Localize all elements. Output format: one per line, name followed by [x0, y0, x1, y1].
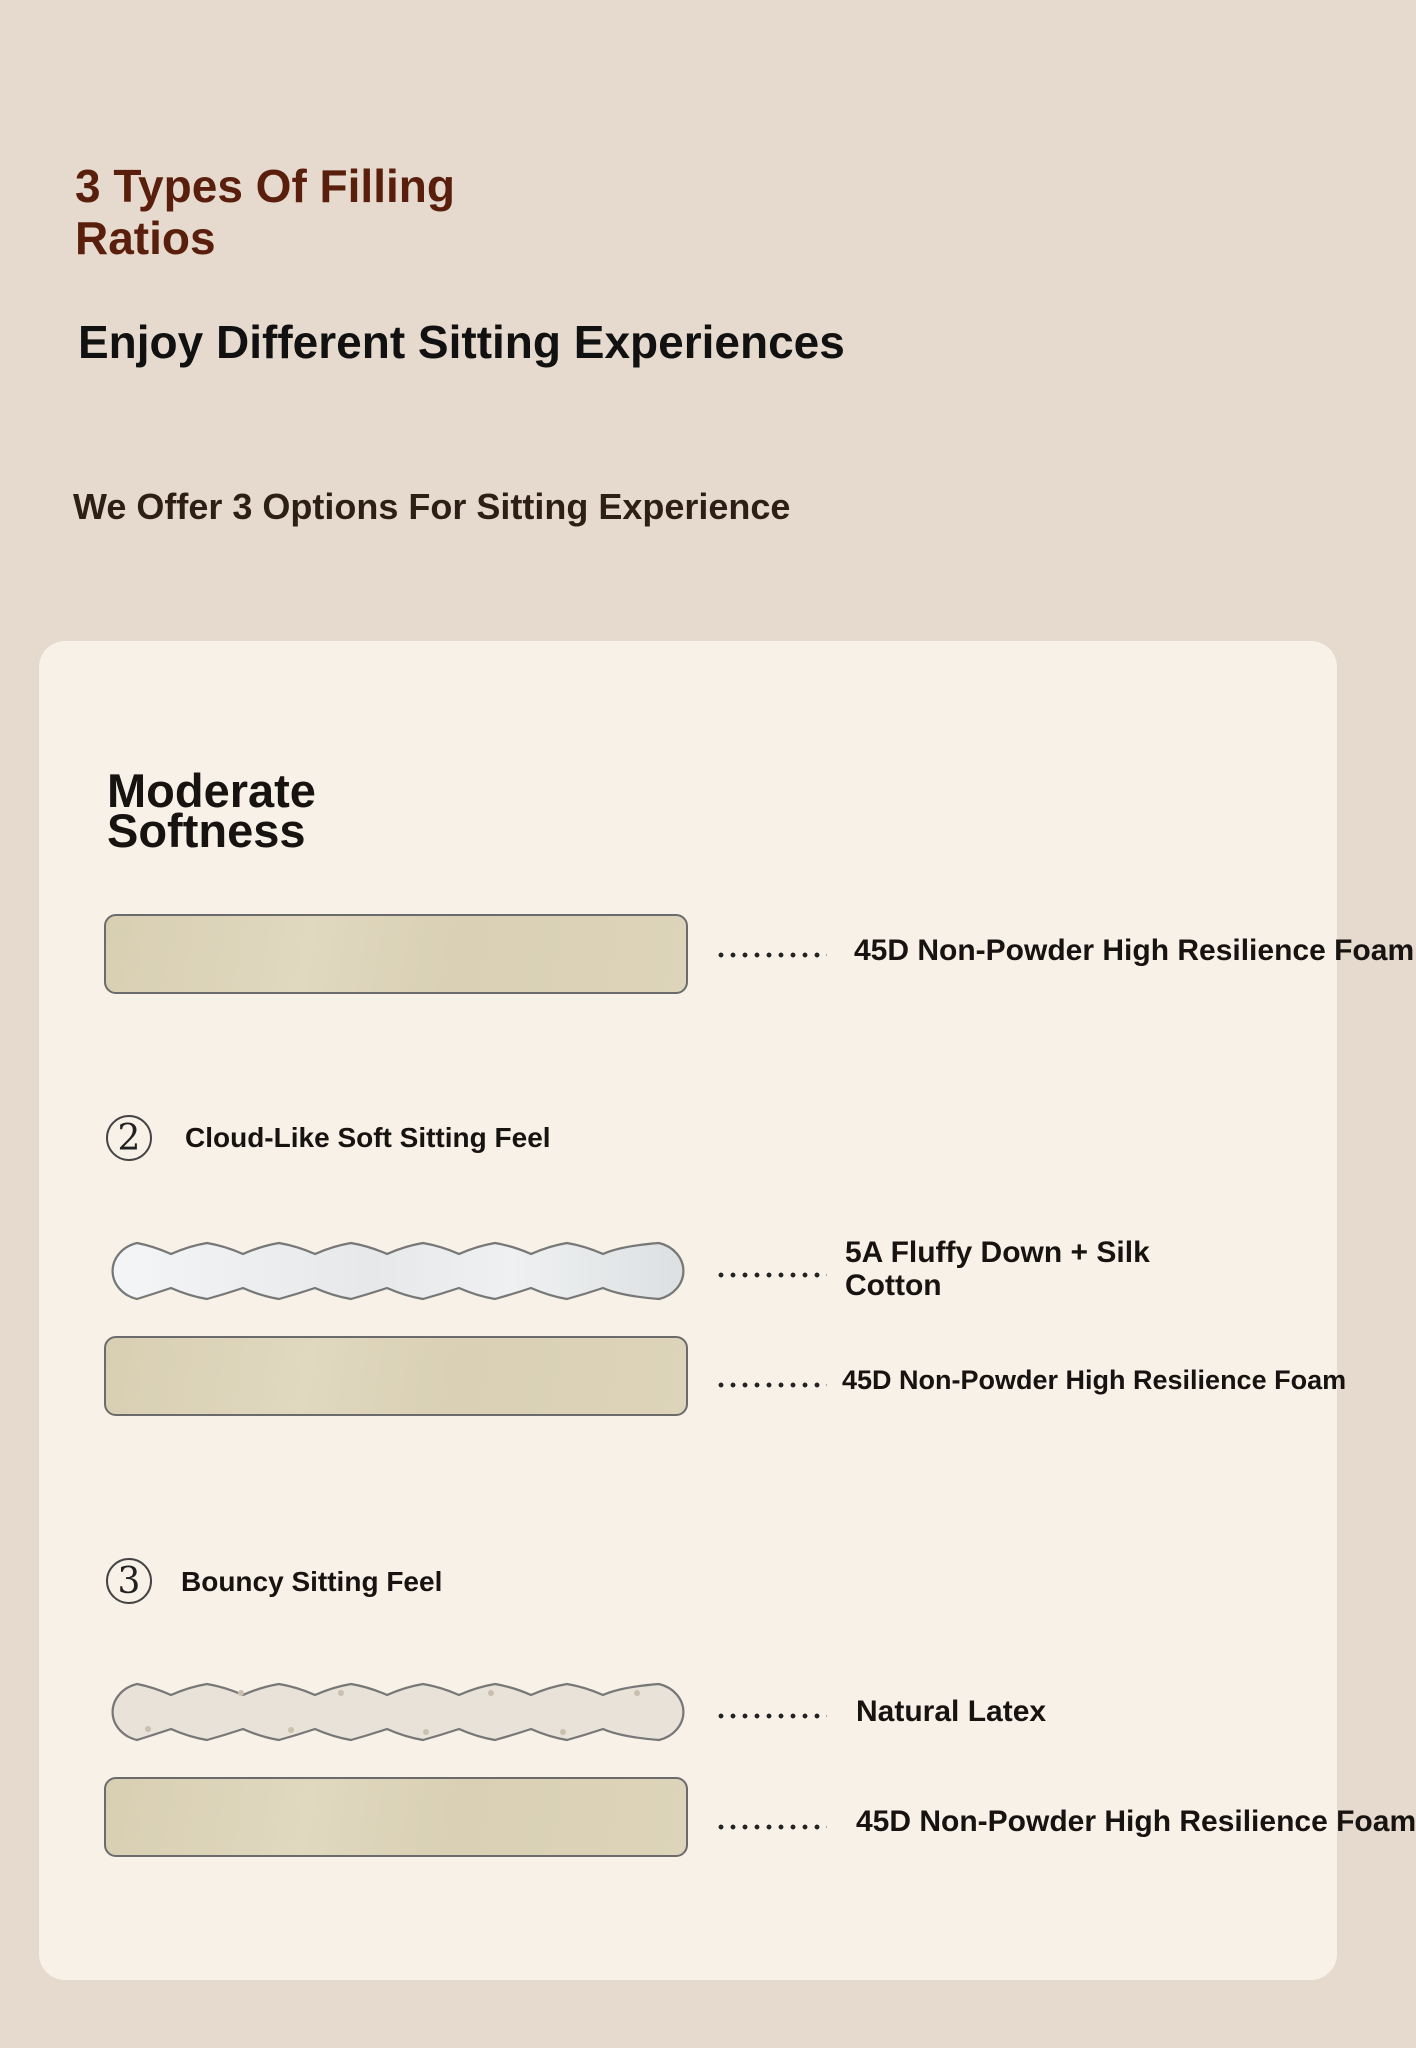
foam-layer-illustration — [104, 914, 688, 994]
option-2-layer-1-label: 5A Fluffy Down + Silk Cotton — [845, 1236, 1150, 1302]
foam-layer-illustration — [104, 1336, 688, 1416]
foam-layer-illustration — [104, 1777, 688, 1857]
dotted-leader — [715, 1823, 827, 1831]
option-1-layer-1-label: 45D Non-Powder High Resilience Foam — [854, 934, 1415, 967]
option-3-title: Bouncy Sitting Feel — [181, 1566, 443, 1597]
intro-text: We Offer 3 Options For Sitting Experience — [73, 486, 791, 527]
option-2-layer-2-label: 45D Non-Powder High Resilience Foam — [842, 1365, 1347, 1395]
down-layer-illustration — [101, 1240, 695, 1302]
option-3-number-badge: 3 — [106, 1558, 152, 1604]
option-2-number-badge: 2 — [106, 1115, 152, 1161]
dotted-leader — [715, 1381, 827, 1389]
dotted-leader — [715, 1271, 827, 1279]
option-3-layer-2-label: 45D Non-Powder High Resilience Foam — [856, 1805, 1416, 1838]
dotted-leader — [715, 1712, 827, 1720]
latex-layer-illustration — [101, 1681, 695, 1743]
page-subtitle: Enjoy Different Sitting Experiences — [78, 316, 845, 368]
option-2-title: Cloud-Like Soft Sitting Feel — [185, 1122, 551, 1153]
dotted-leader — [715, 951, 827, 959]
option-1-title: Moderate Softness — [107, 764, 316, 857]
option-3-layer-1-label: Natural Latex — [856, 1695, 1047, 1728]
filling-options-card — [39, 641, 1416, 1980]
page-title: 3 Types Of Filling Ratios — [75, 160, 455, 264]
